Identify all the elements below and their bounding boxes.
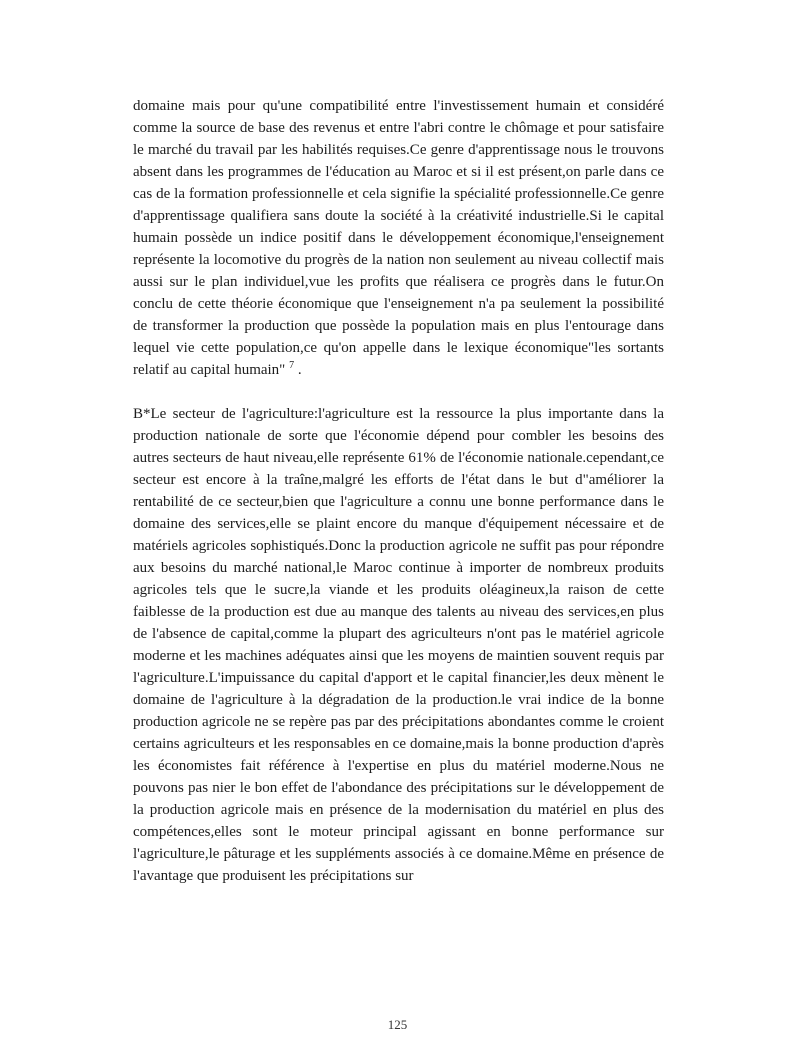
paragraph-agriculture-sector: B*Le secteur de l'agriculture:l'agriculture est la ressource la plus importante dans la production nationale de sorte que l'économie dépend pour combler les besoins des autres secteurs de haut niveau,elle représente 61% de l'économie nationale.cependant,ce secteur est encore à la traîne,malgré les efforts de l'état dans le but d"améliorer la rentabilité de ce secteur,bien que l'agriculture a connu une bonne performance dans le domaine des services,elle se plaint encore du manque d'équipement nécessaire et de matériels agricoles sophistiqués.Donc la production agricole ne suffit pas pour répondre aux besoins du marché national,le Maroc continue à importer de nombreux produits agricoles tels que le sucre,la viande et les produits oléagineux,la raison de cette faiblesse de la production est due au manque des talents au niveau des services,en plus de l'absence de capital,comme la plupart des agriculteurs n'ont pas le matériel agricole moderne et les machines adéquates ainsi que les moyens de maintien souvent requis par l'agriculture.L'impuissance du capital d'apport et le capital financier,les deux mènent le domaine de l'agriculture à la dégradation de la production.le vrai indice de la bonne production agricole ne se repère pas par des précipitations abondantes comme le croient certains agriculteurs et les responsables en ce domaine,mais la bonne production d'après les économistes fait référence à l'expertise en plus du matériel moderne.Nous ne pouvons pas nier le bon effet de l'abondance des précipitations sur le développement de la production agricole mais en présence de la modernisation du matériel en plus des compétences,elles sont le moteur principal agissant en bonne performance sur l'agriculture,le pâturage et les suppléments associés à ce domaine.Même en présence de l'avantage que produisent les précipitations sur — [133, 406, 664, 884]
paragraph-education-continuation — [133, 95, 664, 381]
footnote-reference-7: 7 — [289, 360, 295, 371]
paragraph-tail: . — [294, 362, 302, 378]
page-number: 125 — [387, 1017, 408, 1032]
paragraph-text: domaine mais pour qu'une compatibilité entre l'investissement humain et considéré comme la source de base des revenus et entre l'abri contre le chômage et pour satisfaire le marché du travail par les habilités requises.Ce genre d'apprentissage nous le trouvons absent dans les programmes de l'éducation au Maroc et si il est présent,on parle dans ce cas de la formation professionnelle et cela signifie la spécialité professionnelle.Ce genre d'apprentissage qualifiera sans doute la société à la créativité industrielle.Si le capital humain possède un indice positif dans le développement économique,l'enseignement représente la locomotive du progrès de la nation non seulement au niveau collectif mais aussi sur le plan individuel,vue les profits que réalisera ce progrès dans le futur.On conclu de cette théorie économique que l'enseignement n'a pa seulement la possibilité de transformer la production que possède la population mais en plus l'entourage dans lequel vie cette population,ce qu'on appelle dans le lexique économique"les sortants relatif au capital humain" — [133, 98, 664, 378]
text-block — [133, 95, 664, 887]
